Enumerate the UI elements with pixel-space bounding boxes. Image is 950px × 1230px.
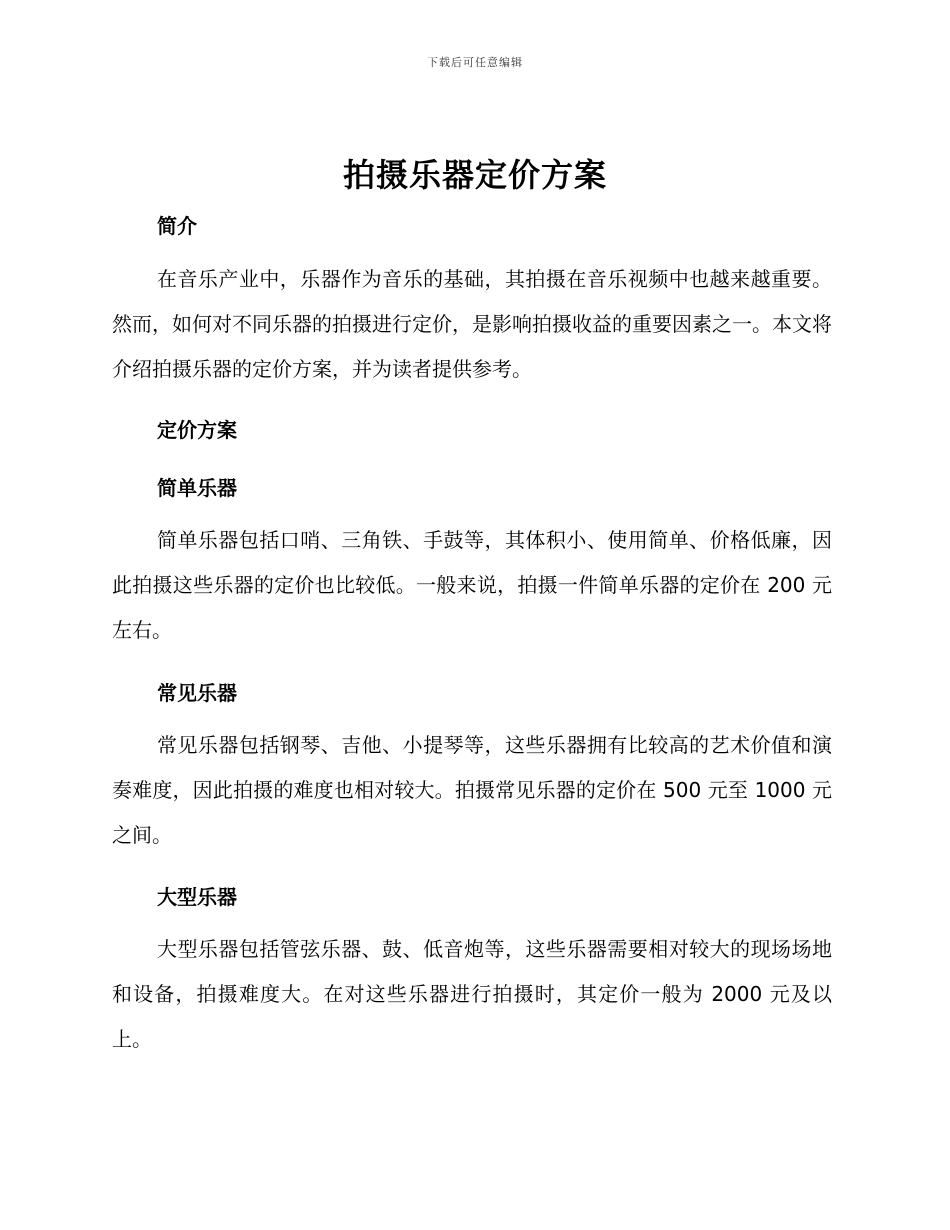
header-note: 下载后可任意编辑 xyxy=(427,56,523,69)
paragraph-intro: 在音乐产业中，乐器作为音乐的基础，其拍摄在音乐视频中也越来越重要。然而，如何对不同乐器的拍摄进行定价，是影响拍摄收益的重要因素之一。本文将介绍拍摄乐器的定价方案，并为读者提供参考。 xyxy=(112,267,832,381)
paragraph-simple: 简单乐器包括口哨、三角铁、手鼓等，其体积小、使用简单、价格低廉，因此拍摄这些乐器的定价也比较低。一般来说，拍摄一件简单乐器的定价在 200 元左右。 xyxy=(112,528,832,642)
paragraph-common: 常见乐器包括钢琴、吉他、小提琴等，这些乐器拥有比较高的艺术价值和演奏难度，因此拍摄的难度也相对较大。拍摄常见乐器的定价在 500 元至 1000 元之间。 xyxy=(112,733,832,847)
section-heading-pricing: 定价方案 xyxy=(157,418,237,442)
document-title: 拍摄乐器定价方案 xyxy=(342,156,607,194)
section-heading-simple: 简单乐器 xyxy=(157,476,237,500)
paragraph-large: 大型乐器包括管弦乐器、鼓、低音炮等，这些乐器需要相对较大的现场场地和设备，拍摄难度大。在对这些乐器进行拍摄时，其定价一般为 2000 元及以上。 xyxy=(112,937,832,1051)
section-heading-common: 常见乐器 xyxy=(157,681,237,705)
section-heading-intro: 简介 xyxy=(157,214,197,238)
section-heading-large: 大型乐器 xyxy=(157,885,237,909)
